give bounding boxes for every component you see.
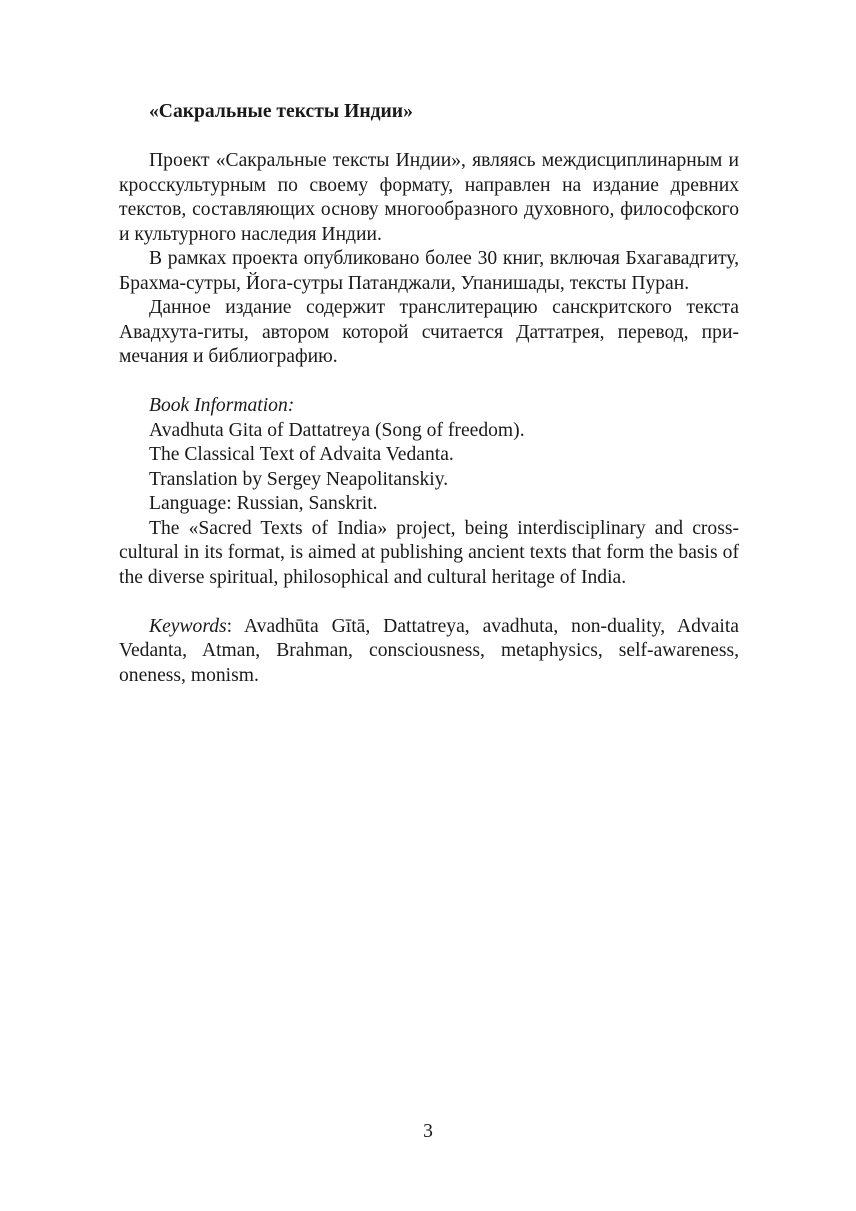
russian-paragraph-3: Данное издание содержит транслитерацию санскритского текста Авадхута-гиты, автором которой считается Даттатрея, перевод, примечания и библиографию. [119, 297, 739, 367]
book-info-title: Avadhuta Gita of Dattatreya (Song of freedom). [149, 419, 525, 441]
keywords-paragraph [119, 615, 739, 689]
russian-paragraph-1: Проект «Сакральные тексты Индии», являясь междисциплинарным и кросскультурным по своему формату, направлен на издание древних текстов, составляющих основу многообразного духовного, философского и культурного наследия Индии. [119, 150, 739, 245]
keywords-label: Keywords [149, 615, 227, 637]
book-info-language: Language: Russian, Sanskrit. [149, 493, 378, 514]
spacer [119, 370, 739, 395]
spacer [119, 590, 739, 615]
keywords-text: : Avadhūta Gītā, Dattatreya, avadhuta, non-duality, Advaita Vedanta, Atman, Brahman, consciousness, metaphysics, self-awareness, oneness, monism. [119, 615, 739, 686]
page-content [119, 100, 739, 688]
book-info-description: The «Sacred Texts of India» project, being interdisciplinary and crosscultural in its format, is aimed at publishing ancient texts that form the basis of the diverse spiritual, philosophical and cultural heritage of India. [119, 517, 739, 588]
russian-paragraph-2: В рамках проекта опубликовано более 30 книг, включая Бхагавадгиту, Брахма-сутры, Йога-сутры Патанджали, Упанишады, тексты Пуран. [119, 248, 739, 294]
book-info-label: Book Information: [149, 395, 295, 416]
page-number: 3 [423, 1121, 433, 1142]
book-info-subtitle: The Classical Text of Advaita Vedanta. [149, 444, 454, 465]
section-heading: «Сакральные тексты Индии» [149, 101, 413, 122]
book-info-translator: Translation by Sergey Neapolitanskiy. [149, 468, 449, 490]
